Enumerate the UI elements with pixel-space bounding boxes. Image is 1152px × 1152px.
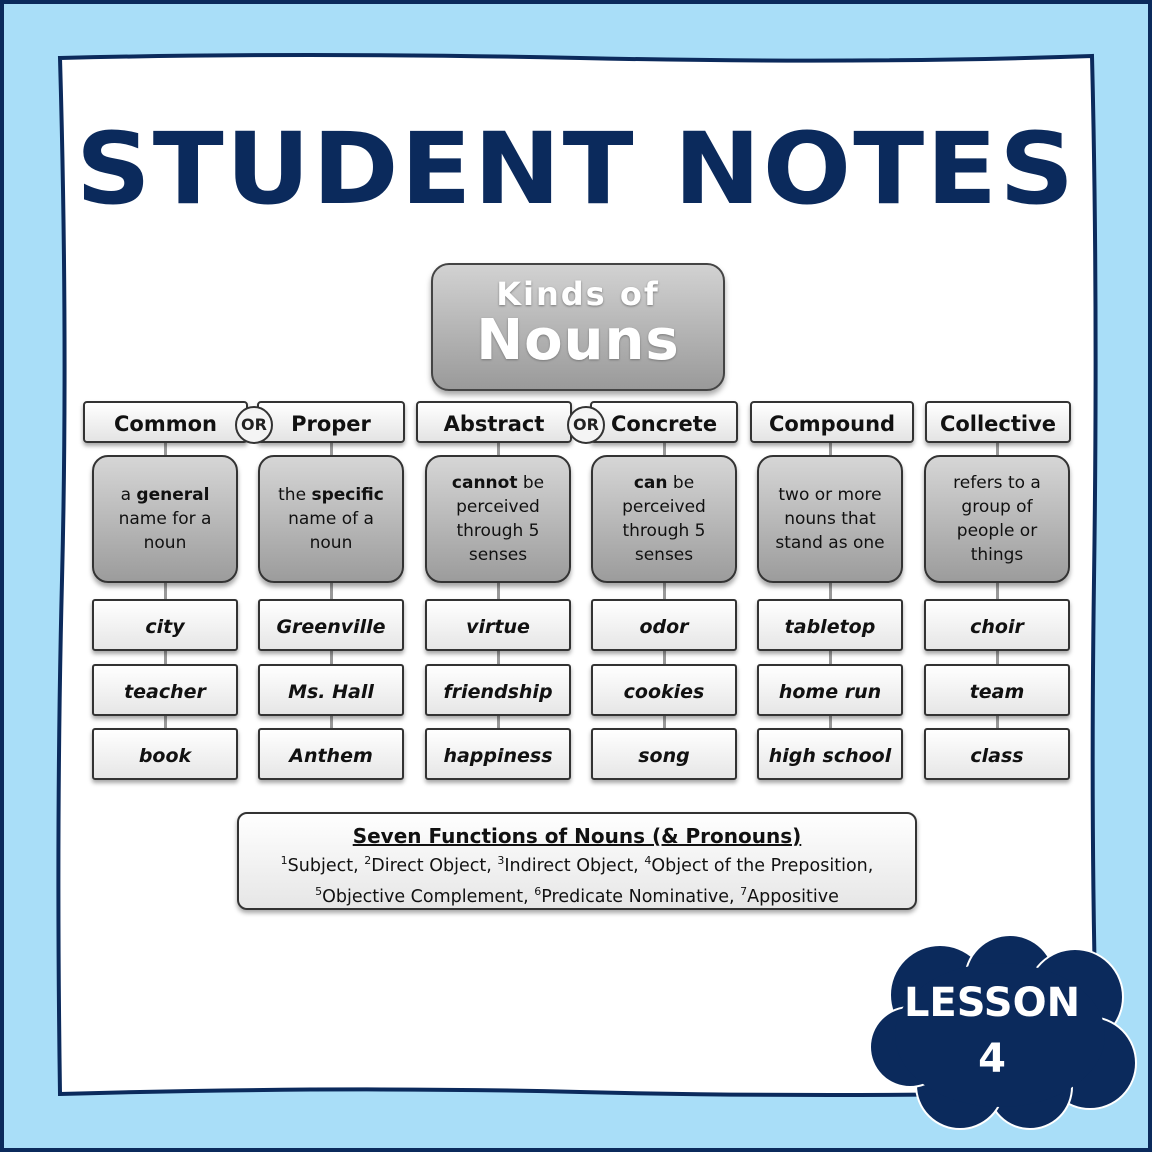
example-common-1: city (92, 599, 238, 651)
definition-compound (757, 455, 903, 583)
example-abstract-3: happiness (425, 728, 571, 780)
definition-text: refers to a group of people or things (953, 473, 1041, 565)
definition-common (92, 455, 238, 583)
seven-functions-box (237, 812, 917, 910)
example-collective-3: class (924, 728, 1070, 780)
header-collective: Collective (925, 401, 1071, 443)
or-circle: OR (235, 406, 273, 444)
function-number: 2 (364, 854, 372, 867)
functions-title: Seven Functions of Nouns (& Pronouns) (352, 824, 802, 848)
example-proper-2: Ms. Hall (258, 664, 404, 716)
header-compound: Compound (750, 401, 914, 443)
function-number: 1 (280, 854, 288, 867)
example-concrete-2: cookies (591, 664, 737, 716)
function-item: Object of the Preposition, (651, 855, 874, 876)
definition-abstract (425, 455, 571, 583)
definition-text: can be perceived through 5 senses (622, 473, 706, 565)
function-item: Objective Complement, (322, 886, 529, 907)
function-number: 4 (644, 854, 652, 867)
lesson-label: LESSON (903, 980, 1081, 1026)
nouns-label: Nouns (476, 308, 680, 373)
kinds-of-label: Kinds of (496, 275, 660, 313)
functions-line-2 (239, 879, 915, 910)
function-number: 5 (315, 884, 323, 898)
example-common-3: book (92, 728, 238, 780)
definition-proper (258, 455, 404, 583)
example-proper-3: Anthem (258, 728, 404, 780)
functions-line-1 (239, 848, 915, 879)
header-common: Common (83, 401, 248, 443)
kinds-of-nouns-box (431, 263, 725, 391)
function-item: Subject, (287, 855, 359, 876)
function-number: 7 (740, 884, 748, 898)
example-abstract-1: virtue (425, 599, 571, 651)
function-item: Direct Object, (371, 855, 492, 876)
definition-text: a general name for a noun (118, 485, 212, 553)
header-abstract: Abstract (416, 401, 572, 443)
header-proper: Proper (257, 401, 405, 443)
example-proper-1: Greenville (258, 599, 404, 651)
example-collective-1: choir (924, 599, 1070, 651)
example-common-2: teacher (92, 664, 238, 716)
definition-text: the specific name of a noun (278, 485, 384, 553)
example-compound-2: home run (757, 664, 903, 716)
function-item: Predicate Nominative, (541, 886, 735, 907)
example-concrete-3: song (591, 728, 737, 780)
function-number: 6 (534, 884, 542, 898)
example-concrete-1: odor (591, 599, 737, 651)
example-compound-3: high school (757, 728, 903, 780)
definition-concrete (591, 455, 737, 583)
lesson-number: 4 (978, 1036, 1006, 1082)
example-collective-2: team (924, 664, 1070, 716)
or-circle: OR (567, 406, 605, 444)
header-concrete: Concrete (590, 401, 738, 443)
function-item: Appositive (747, 886, 839, 907)
function-number: 3 (497, 854, 505, 867)
function-item: Indirect Object, (504, 855, 639, 876)
page-title: STUDENT NOTES (75, 111, 1077, 227)
example-abstract-2: friendship (425, 664, 571, 716)
definition-text: two or more nouns that stand as one (775, 485, 885, 553)
lesson-cloud-badge (870, 935, 1138, 1130)
example-compound-1: tabletop (757, 599, 903, 651)
definition-text: cannot be perceived through 5 senses (451, 473, 545, 565)
definition-collective (924, 455, 1070, 583)
